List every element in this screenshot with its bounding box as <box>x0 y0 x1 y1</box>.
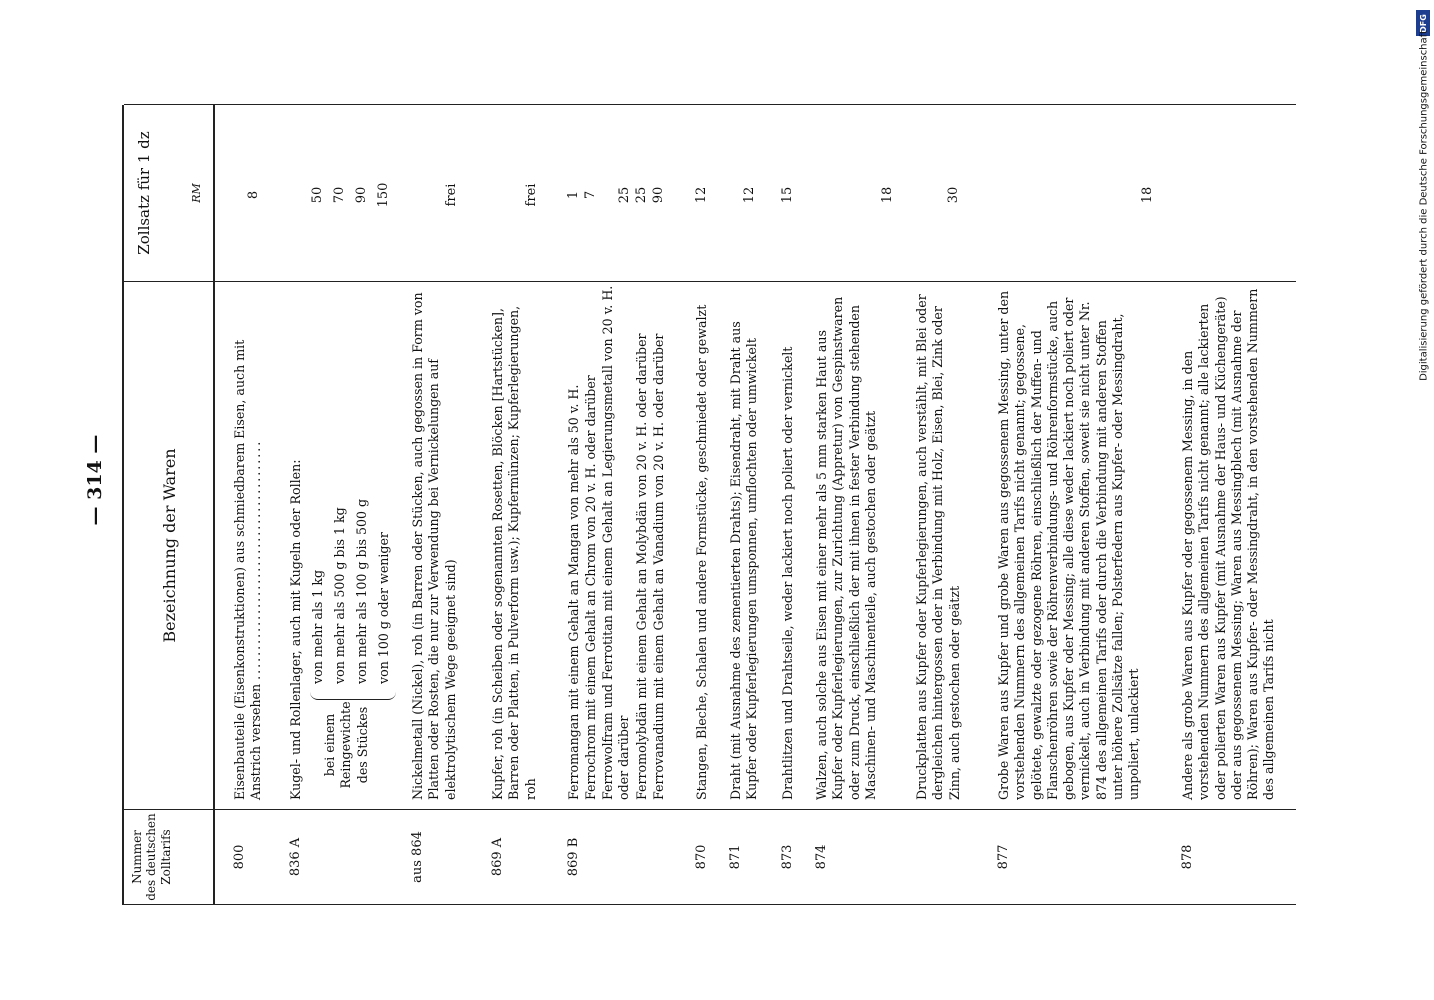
row-duty: 18 <box>1140 186 1155 204</box>
row-description: Ferrowolfram und Ferrotitan mit einem Gehalt an Legierungsmetall von 20 v. H. oder darüber <box>600 285 632 800</box>
table-left-rule <box>124 904 1296 905</box>
row-description: Kugel- und Rollenlager, auch mit Kugeln oder Rollen: <box>288 459 303 800</box>
weight-bracket-label: bei einem Reingewichte des Stückes <box>322 701 370 789</box>
row-number: 870 <box>694 844 709 870</box>
row-description: Walzen, auch solche aus Eisen mit einer mehr als 5 mm starken Haut aus Kupfer oder Kupferlegierungen, zur Zurichtung (Appretur) von Gespinstwaren oder zum Druck, einschließlich der mit ihnen in fester Verbindung stehenden Maschinen- und Maschinenteile, auch gestochen oder geätzt <box>814 296 878 800</box>
row-duty: 7 <box>583 190 598 200</box>
header-line: Nummer <box>130 830 144 884</box>
row-description <box>232 285 265 800</box>
row-description: Ferrovanadium mit einem Gehalt an Vanadium von 20 v. H. oder darüber <box>651 333 666 800</box>
row-duty: 90 <box>651 186 666 204</box>
column-separator-description <box>124 281 1296 282</box>
page-number: — 314 — <box>84 434 106 526</box>
row-description: Druckplatten aus Kupfer oder Kupferlegierungen, auch verstählt, mit Blei oder dergleichen hintergossen oder in Verbindung mit Holz, Eisen, Blei, Zink oder Zinn, auch gestochen oder geätzt <box>914 294 962 800</box>
row-description: Andere als grobe Waren aus Kupfer oder gegossenem Messing, in den vorstehenden Nummern des allgemeinen Tarifs nicht genannt; alle lackierten oder polierten Waren aus Kupfer (mit Ausnahme der Haus- und Küchengeräte) oder aus gegossenem Messing; Waren aus Messingblech (mit Ausnahme der Röhren); Waren aus Kupfer- oder Messingdraht, in den vorstehenden Nummern des allgemeinen Tarifs nicht <box>1180 288 1277 800</box>
header-description: Bezeichnung der Waren <box>160 448 179 643</box>
row-duty: 15 <box>780 186 795 204</box>
row-duty: 30 <box>946 186 961 204</box>
row-duty: 70 <box>332 186 347 204</box>
row-description: Ferromolybdän mit einem Gehalt an Molybdän von 20 v. H. oder darüber <box>634 333 649 800</box>
row-duty: 150 <box>376 182 391 208</box>
column-separator-number <box>124 809 1296 810</box>
row-duty: 25 <box>634 186 649 204</box>
row-number: 874 <box>814 844 829 870</box>
row-description: Grobe Waren aus Kupfer und grobe Waren aus gegossenem Messing, unter den vorstehenden Nummern des allgemeinen Tarifs nicht genannt; gegossene, gelötete, gewalzte oder gezogene Röhren, einschließlich der Muffen- und Flanschenröhren sowie der Röhrenverbindungs- und Röhrenformstücke, auch gebogen, aus Kupfer oder Messing; alle diese weder lackiert noch poliert oder vernickelt, auch in Verbindung mit anderen Stoffen, soweit sie nicht unter Nr. 874 des allgemeinen Tarifs oder durch die Verbindung mit anderen Stoffen unter höhere Zollsätze fallen; Polsterfedern aus Kupfer- oder Messingdraht, unpoliert, unlackiert <box>996 290 1142 800</box>
row-number: 869 B <box>566 837 581 877</box>
row-description: Kupfer, roh (in Scheiben oder sogenannten Rosetten, Blöcken [Hartstücken], Barren oder Platten, in Pulverform usw.); Kupfermünzen; Kupferlegierungen, roh <box>490 305 538 800</box>
row-duty: 25 <box>617 186 632 204</box>
row-duty: 12 <box>694 186 709 204</box>
sub-item: von 100 g oder weniger <box>376 532 391 684</box>
row-duty: 50 <box>310 186 325 204</box>
row-duty: frei <box>444 183 459 207</box>
digitization-note <box>1414 10 1430 390</box>
row-duty: frei <box>524 183 539 207</box>
row-number: aus 864 <box>410 831 425 883</box>
row-number: 873 <box>780 844 795 870</box>
row-number: 800 <box>232 844 247 870</box>
row-number: 877 <box>996 844 1011 870</box>
row-description: Ferromangan mit einem Gehalt an Mangan von mehr als 50 v. H. <box>566 384 581 800</box>
sub-item: von mehr als 500 g bis 1 kg <box>332 507 347 684</box>
dfg-logo-text: DFG <box>1418 13 1428 33</box>
row-description: Drahtlitzen und Drahtseile, weder lackiert noch poliert oder vernickelt <box>780 346 795 800</box>
header-tariff-number <box>130 810 173 904</box>
row-number: 836 A <box>288 837 303 877</box>
leader-dots: ........................................ <box>248 439 264 680</box>
row-number: 878 <box>1180 844 1195 870</box>
curly-bracket <box>310 689 396 700</box>
header-currency-unit: RM <box>190 183 203 203</box>
header-line: Zolltarifs <box>158 829 173 885</box>
header-duty-rate: Zollsatz für 1 dz <box>135 131 153 255</box>
row-duty: 12 <box>742 186 757 204</box>
row-duty: 90 <box>354 186 369 204</box>
header-line: des deutschen <box>144 813 159 901</box>
row-number: 871 <box>728 844 743 870</box>
row-number: 869 A <box>490 837 505 877</box>
row-description: Nickelmetall (Nickel), roh (in Barren oder Stücken, auch gegossen in Form von Platten oder Rosten, die nur zur Verwendung bei Vernickelungen auf elektrolytischem Wege geeignet sind) <box>410 292 458 800</box>
digitization-credit: Digitalisierung gefördert durch die Deutsche Forschungsgemeinschaft <box>1418 30 1430 381</box>
table-right-rule <box>124 104 1296 105</box>
row-description: Stangen, Bleche, Schalen und andere Formstücke, geschmiedet oder gewalzt <box>694 304 709 800</box>
header-bottom-rule <box>213 105 215 905</box>
row-description: Draht (mit Ausnahme des zementierten Drahts); Eisendraht, mit Draht aus Kupfer oder Kupferlegierungen umsponnen, umflochten oder umwickelt <box>728 321 760 800</box>
row-duty: 1 <box>566 190 581 200</box>
table-top-rule <box>122 105 124 905</box>
sub-item: von mehr als 100 g bis 500 g <box>354 498 369 684</box>
description-text: Eisenbauteile (Eisenkonstruktionen) aus schmiedbarem Eisen, auch mit Anstrich versehen <box>232 339 264 800</box>
row-duty: 8 <box>246 190 261 200</box>
row-duty: 18 <box>880 186 895 204</box>
sub-item: von mehr als 1 kg <box>310 569 325 684</box>
row-description: Ferrochrom mit einem Gehalt an Chrom von 20 v. H. oder darüber <box>583 375 598 800</box>
